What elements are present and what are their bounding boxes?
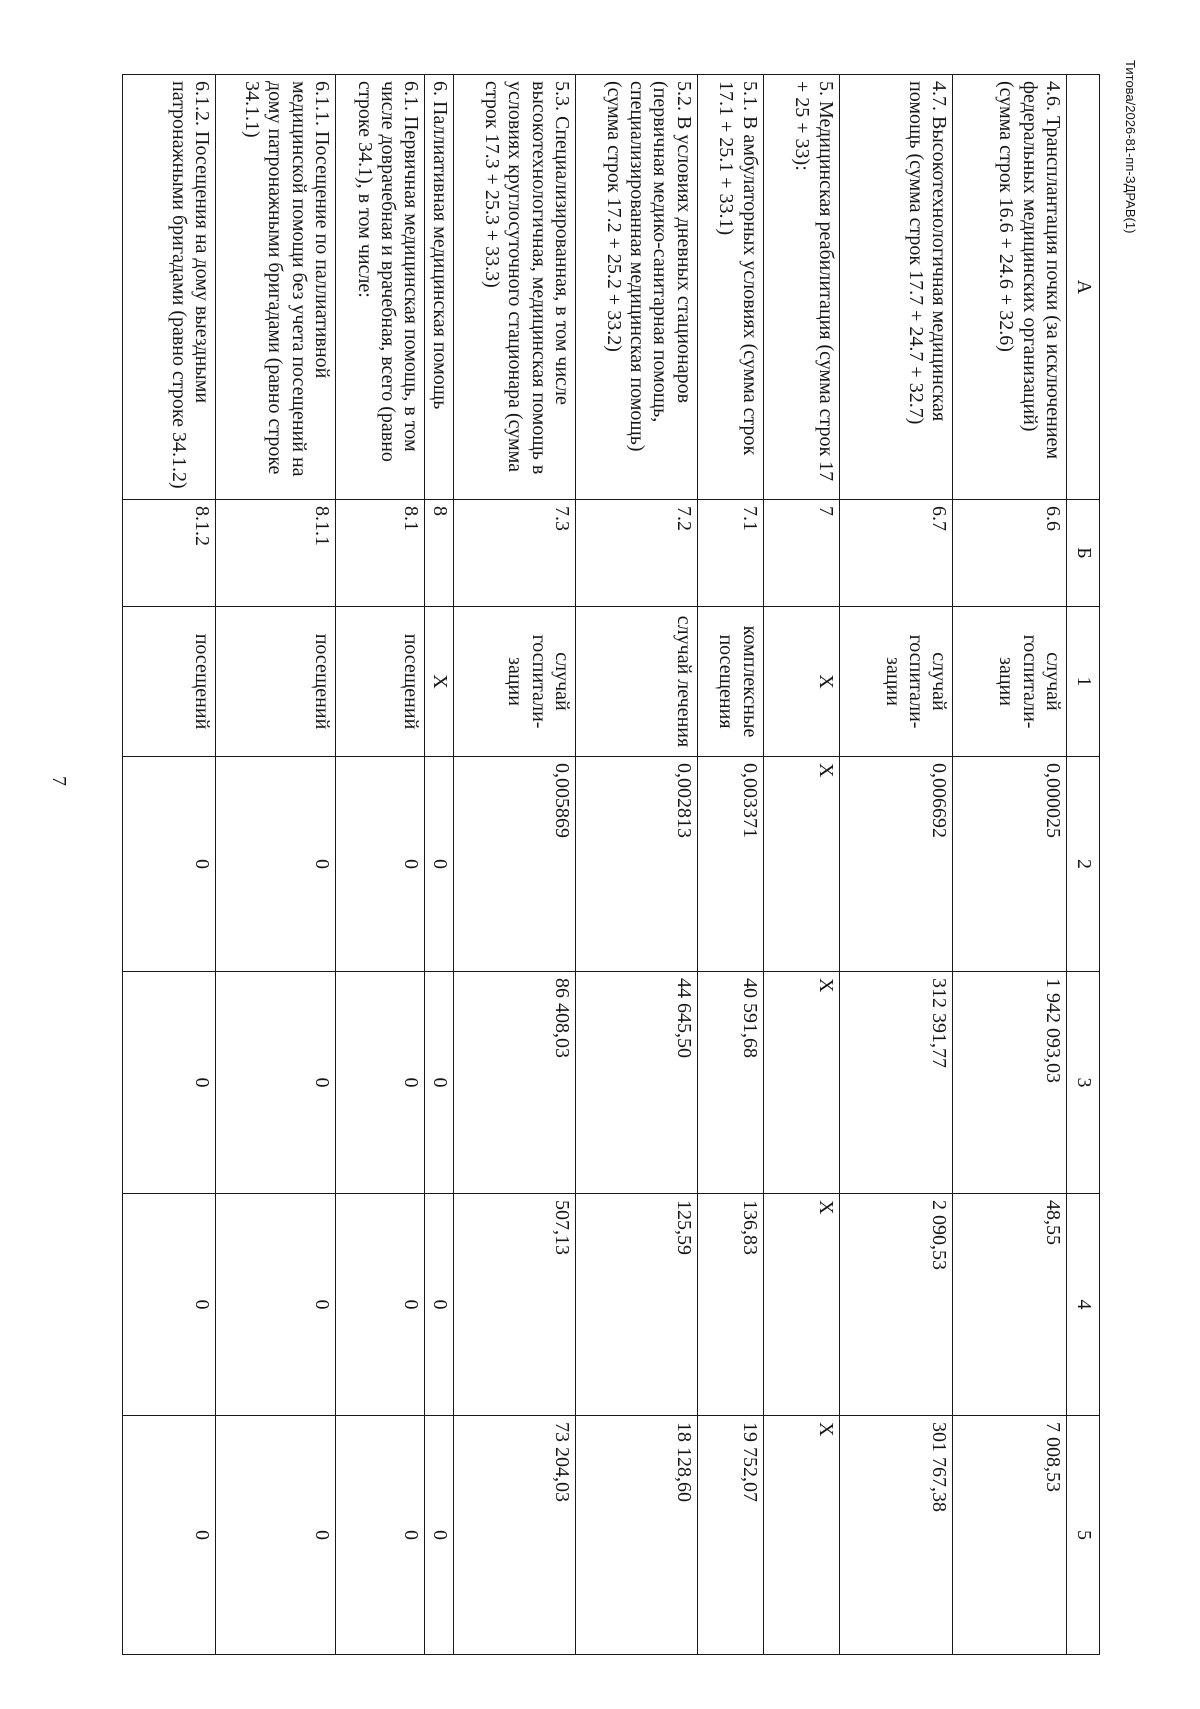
value-col-3: 0 (216, 972, 336, 1194)
value-col-2: 0 (425, 757, 454, 972)
table-row (763, 75, 839, 1655)
value-col-2: 0,000025 (953, 757, 1067, 972)
value-col-4: 2 090,53 (839, 1194, 953, 1416)
table-header-row (1067, 75, 1100, 1655)
row-label: 6.1.2. Посещения на дому выездными патронажными бригадами (равно строке 34.1.2) (123, 75, 216, 500)
row-code: 7.2 (575, 500, 697, 607)
table-row (216, 75, 336, 1655)
unit-cell: случай лечения (575, 607, 697, 757)
table-row (425, 75, 454, 1655)
unit-cell: случай госпитали-зации (953, 607, 1067, 757)
row-code: 8.1 (336, 500, 425, 607)
value-col-4: 0 (336, 1194, 425, 1416)
header-col-3: 3 (1067, 972, 1100, 1194)
value-col-3: 0 (123, 972, 216, 1194)
unit-cell: посещений (216, 607, 336, 757)
row-label: 5. Медицинская реабилитация (сумма строк 17 + 25 + 33): (763, 75, 839, 500)
row-code: 7.1 (697, 500, 763, 607)
row-code: 8.1.1 (216, 500, 336, 607)
rotated-table-container (122, 74, 1100, 1654)
row-label: 5.3. Специализированная, в том числе высокотехнологичная, медицинская помощь в условиях круглосуточного стационара (сумма строк 17.3 + 25.3 + 33.3) (454, 75, 576, 500)
value-col-3: 0 (336, 972, 425, 1194)
unit-cell: посещений (336, 607, 425, 757)
row-label: 5.1. В амбулаторных условиях (сумма строк 17.1 + 25.1 + 33.1) (697, 75, 763, 500)
value-col-3: 44 645,50 (575, 972, 697, 1194)
value-col-2: 0,003371 (697, 757, 763, 972)
row-code: 8.1.2 (123, 500, 216, 607)
page-number: 7 (48, 776, 70, 786)
value-col-3: Х (763, 972, 839, 1194)
value-col-4: 0 (216, 1194, 336, 1416)
value-col-5: 301 767,38 (839, 1416, 953, 1655)
data-table (122, 74, 1100, 1655)
row-code: 7.3 (454, 500, 576, 607)
unit-cell: Х (425, 607, 454, 757)
row-code: 6.7 (839, 500, 953, 607)
table-row (123, 75, 216, 1655)
header-col-5: 5 (1067, 1416, 1100, 1655)
value-col-2: 0,006692 (839, 757, 953, 972)
value-col-4: 48,55 (953, 1194, 1067, 1416)
header-col-2: 2 (1067, 757, 1100, 972)
header-col-b: Б (1067, 500, 1100, 607)
value-col-3: 86 408,03 (454, 972, 576, 1194)
value-col-3: 0 (425, 972, 454, 1194)
value-col-3: 1 942 093,03 (953, 972, 1067, 1194)
unit-cell: Х (763, 607, 839, 757)
value-col-5: 0 (123, 1416, 216, 1655)
value-col-5: 7 008,53 (953, 1416, 1067, 1655)
value-col-4: 0 (425, 1194, 454, 1416)
row-label: 6. Паллиативная медицинская помощь (425, 75, 454, 500)
value-col-5: 0 (425, 1416, 454, 1655)
header-col-a: А (1067, 75, 1100, 500)
table-row (575, 75, 697, 1655)
value-col-5: 19 752,07 (697, 1416, 763, 1655)
value-col-4: Х (763, 1194, 839, 1416)
value-col-4: 507,13 (454, 1194, 576, 1416)
row-label: 6.1. Первичная медицинская помощь, в том числе доврачебная и врачебная, всего (равно строке 34.1), в том числе: (336, 75, 425, 500)
header-col-1: 1 (1067, 607, 1100, 757)
table-row (454, 75, 576, 1655)
row-label: 4.6. Трансплантация почки (за исключением федеральных медицинских организаций) (сумма строк 16.6 + 24.6 + 32.6) (953, 75, 1067, 500)
value-col-5: 18 128,60 (575, 1416, 697, 1655)
value-col-2: 0 (123, 757, 216, 972)
value-col-5: 0 (336, 1416, 425, 1655)
value-col-5: Х (763, 1416, 839, 1655)
value-col-4: 125,59 (575, 1194, 697, 1416)
row-label: 5.2. В условиях дневных стационаров (первичная медико-санитарная помощь, специализированная медицинская помощь) (сумма строк 17.2 + 25.2 + 33.2) (575, 75, 697, 500)
value-col-4: 136,83 (697, 1194, 763, 1416)
row-label: 6.1.1. Посещение по паллиативной медицинской помощи без учета посещений на дому патронажными бригадами (равно строке 34.1.1) (216, 75, 336, 500)
value-col-5: 73 204,03 (454, 1416, 576, 1655)
row-code: 6.6 (953, 500, 1067, 607)
value-col-2: 0,005869 (454, 757, 576, 972)
table-row (953, 75, 1067, 1655)
row-code: 8 (425, 500, 454, 607)
value-col-2: 0,002813 (575, 757, 697, 972)
unit-cell: случай госпитали-зации (454, 607, 576, 757)
value-col-2: 0 (336, 757, 425, 972)
unit-cell: случай госпитали-зации (839, 607, 953, 757)
value-col-4: 0 (123, 1194, 216, 1416)
value-col-5: 0 (216, 1416, 336, 1655)
table-row (336, 75, 425, 1655)
value-col-2: Х (763, 757, 839, 972)
row-label: 4.7. Высокотехнологичная медицинская помощь (сумма строк 17.7 + 24.7 + 32.7) (839, 75, 953, 500)
table-row (839, 75, 953, 1655)
unit-cell: комплексные посещения (697, 607, 763, 757)
unit-cell: посещений (123, 607, 216, 757)
header-col-4: 4 (1067, 1194, 1100, 1416)
value-col-2: 0 (216, 757, 336, 972)
value-col-3: 40 591,68 (697, 972, 763, 1194)
row-code: 7 (763, 500, 839, 607)
document-code: Титова/2026-81-пп-ЗДРАВ(1) (1123, 60, 1138, 234)
table-row (697, 75, 763, 1655)
value-col-3: 312 391,77 (839, 972, 953, 1194)
